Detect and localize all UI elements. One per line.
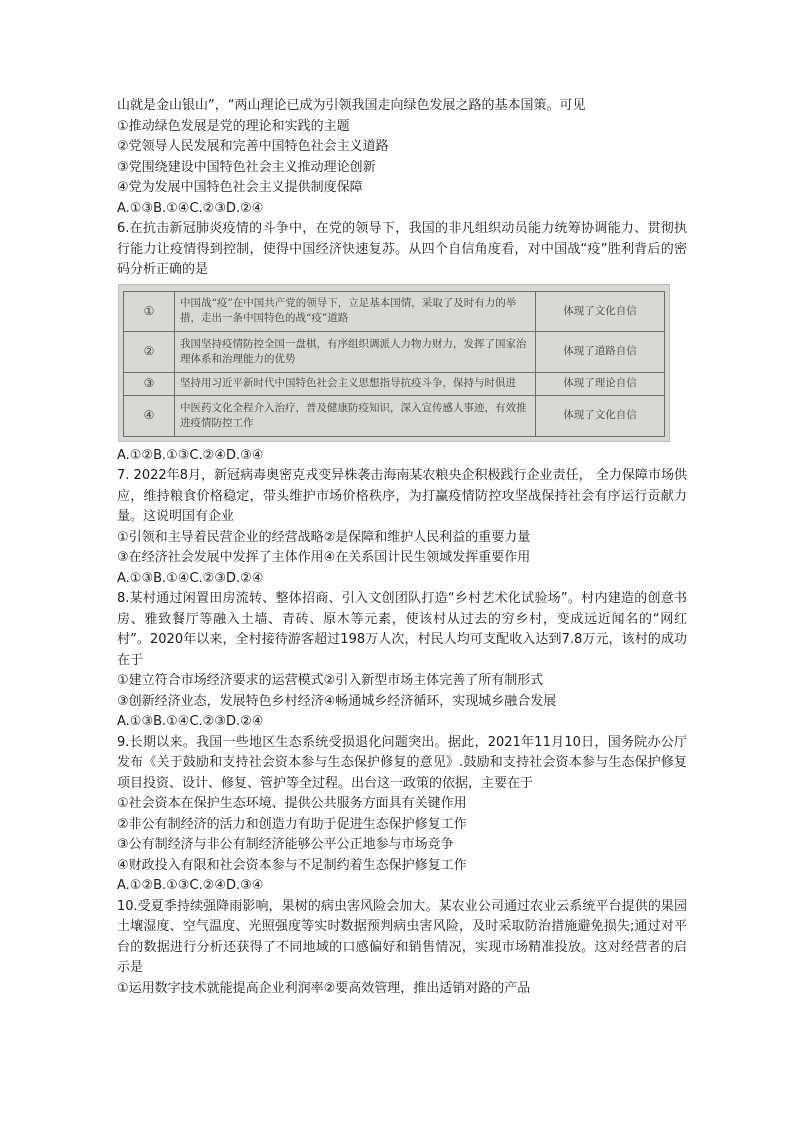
row-result: 体现了文化自信 [536, 395, 665, 436]
row-description: 中国战“疫”在中国共产党的领导下，立足基本国情，采取了及时有力的举措，走出一条中国特色的战“疫”道路 [175, 291, 536, 332]
q5-answer-choices: A.①③B.①④C.②③D.②④ [117, 200, 264, 216]
q8-answer-choices: A.①③B.①④C.②③D.②④ [117, 714, 264, 729]
row-description: 我国坚持疫情防控全国一盘棋，有序组织调派人力物力财力，发挥了国家治理体系和治理能力的优势 [175, 332, 536, 373]
question-content [117, 96, 687, 999]
q10-stem: 10.受夏季持续强降雨影响，果树的病虫害风险会加大。某农业公司通过农业云系统平台提供的果园土壤湿度、空气温度、光照强度等实时数据预判病虫害风险，及时采取防治措施避免损失;通过对平台的数据进行分析还获得了不同地域的口感偏好和销售情况，实现市场精准投放。这对经营者的启示是 [117, 898, 687, 975]
q10-options-line: ①运用数字技术就能提高企业利润率②要高效管理，推出适销对路的产品 [117, 980, 531, 996]
table-row [124, 395, 665, 436]
table-row [124, 291, 665, 332]
q7-stem: 7. 2022年8月，新冠病毒奥密克戎变异株袭击海南某农粮央企积极践行企业责任， 全力保障市场供应，维持粮食价格稳定，带头维护市场价格秩序，为打赢疫情防控攻坚战保持社会有序运行贡献力量。这说明国有企业 [117, 468, 687, 524]
q9-option: ③公有制经济与非公有制经济能够公平公正地参与市场竞争 [117, 837, 454, 852]
q9-option: ④财政投入有限和社会资本参与不足制约着生态保护修复工作 [117, 857, 467, 873]
q7-options-line: ③在经济社会发展中发挥了主体作用④在关系国计民生领域发挥重要作用 [117, 550, 531, 565]
row-result: 体现了理论自信 [536, 372, 665, 395]
row-result: 体现了文化自信 [536, 291, 665, 332]
q9-stem: 9.长期以来。我国一些地区生态系统受损退化问题突出。据此，2021年11月10日，国务院办公厅发布《关于鼓励和支持社会资本参与生态保护修复的意见》.鼓励和支持社会资本参与生态保护修复项目投资、设计、修复、管护等全过程。出台这一政策的依据，主要在于 [117, 734, 687, 791]
q9-option: ②非公有制经济的活力和创造力有助于促进生态保护修复工作 [117, 816, 467, 832]
q7-answer-choices: A.①③B.①④C.②③D.②④ [117, 570, 264, 586]
row-number: ④ [124, 395, 175, 436]
q5-option: ①推动绿色发展是党的理论和实践的主题 [117, 118, 350, 134]
row-number: ③ [124, 372, 175, 395]
q8-options-line: ③创新经济业态，发展特色乡村经济④畅通城乡经济循环，实现城乡融合发展 [117, 693, 557, 709]
q5-option: ③党围绕建设中国特色社会主义推动理论创新 [117, 159, 376, 175]
q9-option: ①社会资本在保护生态环境、提供公共服务方面具有关键作用 [117, 796, 467, 811]
row-description: 中医药文化全程介入治疗，普及健康防疫知识，深入宣传感人事迹，有效推进疫情防控工作 [175, 395, 536, 436]
q9-answer-choices: A.①②B.①③C.②④D.③④ [117, 878, 264, 893]
q6-stem: 6.在抗击新冠肺炎疫情的斗争中，在党的领导下，我国的非凡组织动员能力统筹协调能力、贯彻执行能力让疫情得到控制，使得中国经济快速复苏。从四个自信角度看，对中国战“疫”胜利背后的密码分析正确的是 [117, 221, 687, 277]
q7-options-line: ①引领和主导着民营企业的经营战略②是保障和维护人民利益的重要力量 [117, 529, 531, 545]
q5-option: ②党领导人民发展和完善中国特色社会主义道路 [117, 139, 389, 154]
q8-stem: 8.某村通过闲置田房流转、整体招商、引入文创团队打造“乡村艺术化试验场”。村内建造的创意书房、雅致餐厅等融入土墙、青砖、原木等元素，使该村从过去的穷乡村，变成远近闻名的“网红村”。2020年以来，全村接待游客超过198万人次，村民人均可支配收入达到7.8万元，该村的成功在于 [117, 591, 687, 668]
q5-lead: 山就是金山银山”，“两山理论已成为引领我国走向绿色发展之路的基本国策。可见 [117, 98, 586, 113]
table-row [124, 372, 665, 395]
q5-option: ④党为发展中国特色社会主义提供制度保障 [117, 180, 363, 195]
table-row [124, 332, 665, 373]
row-result: 体现了道路自信 [536, 332, 665, 373]
q6-answer-choices: A.①②B.①③C.②④D.③④ [117, 447, 264, 463]
row-number: ② [124, 332, 175, 373]
q8-options-line: ①建立符合市场经济要求的运营模式②引入新型市场主体完善了所有制形式 [117, 673, 544, 688]
q6-table-photo [118, 284, 670, 442]
row-number: ① [124, 291, 175, 332]
row-description: 坚持用习近平新时代中国特色社会主义思想指导抗疫斗争，保持与时俱进 [175, 372, 536, 395]
q6-table [123, 291, 665, 437]
